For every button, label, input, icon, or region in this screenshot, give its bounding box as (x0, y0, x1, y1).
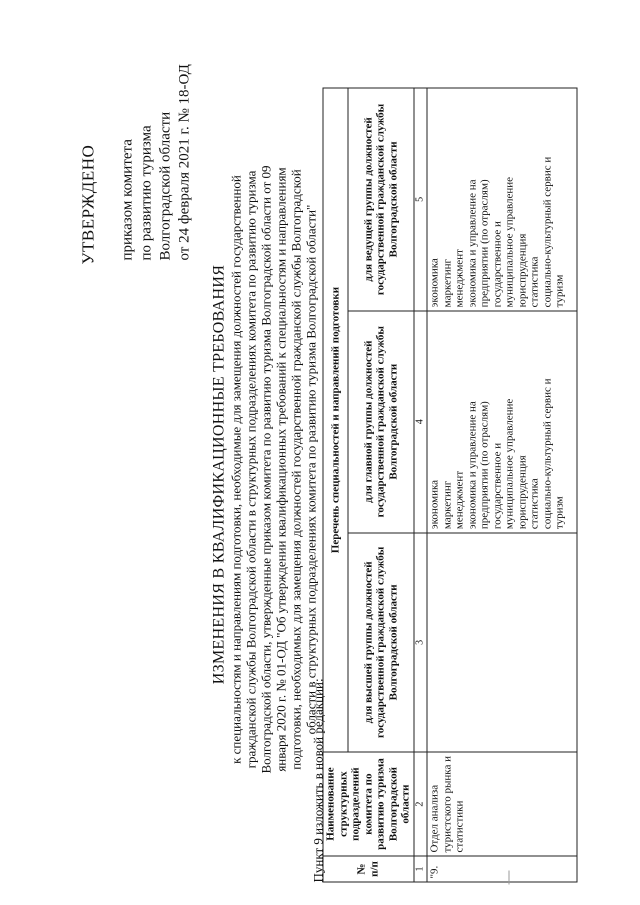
order-line: от 24 февраля 2021 г. № 18-ОД (176, 64, 193, 261)
list-item: туризм (553, 274, 566, 308)
row-number: "9. (427, 856, 577, 882)
row-main-group (427, 311, 577, 533)
subtitle-line: к специальностям и направлениям подготовки, необходимые для замещения должностей государственной (228, 175, 244, 764)
list-item: экономика и управление на (466, 179, 478, 308)
column-number: 1 (414, 856, 428, 882)
list-item: экономика (428, 479, 441, 530)
header-name: Наименование структурных подразделений комитета по развитию туризма Волгоградской области (323, 752, 414, 856)
column-number: 3 (414, 533, 428, 753)
column-number: 5 (414, 88, 428, 311)
document-subtitle (229, 85, 319, 855)
list-item: маркетинг (441, 258, 453, 308)
order-line: приказом комитета (119, 139, 136, 261)
header-main: для главной группы должностей государственной гражданской службы Волгоградской области (348, 311, 413, 533)
row-department: Отдел анализа туристского рынка и статистики (427, 752, 577, 856)
table-row (427, 88, 577, 882)
subtitle-line: января 2020 г. № 01-ОД "Об утверждении квалификационных требований к специальностям и направлениям (273, 167, 289, 772)
list-item: муниципальное управление (503, 176, 516, 308)
header-highest: для высшей группы должностей государственной гражданской службы Волгоградской области (348, 533, 413, 753)
header-no: № п/п (323, 856, 414, 882)
list-item: экономика и управление на (466, 401, 478, 530)
rotated-sheet (1, 0, 640, 905)
subtitle-line: гражданской службы Волгоградской области в структурных подразделениях комитета по развитию туризма (243, 170, 259, 769)
column-number: 2 (414, 752, 428, 856)
document-title: ИЗМЕНЕНИЯ В КВАЛИФИКАЦИОННЫЕ ТРЕБОВАНИЯ (210, 264, 228, 685)
list-item: юриспруденция (516, 455, 528, 530)
header-group: Перечень специальностей и направлений подготовки (323, 88, 348, 752)
list-item: статистика (528, 478, 541, 530)
subtitle-line: подготовки, необходимых для замещения должностей государственной гражданской службы Волгоградской (288, 169, 304, 770)
list-item: статистика (528, 256, 541, 308)
list-item: государственное и (491, 442, 503, 530)
approved-stamp: УТВЕРЖДЕНО (78, 144, 98, 265)
list-item: туризм (553, 496, 566, 530)
list-item: менеджмент (453, 249, 466, 308)
column-number: 4 (414, 311, 428, 533)
column-number-row (414, 88, 428, 882)
list-item: менеджмент (453, 470, 466, 530)
list-item: юриспруденция (516, 233, 528, 308)
margin-mark (509, 871, 510, 885)
requirements-table (323, 88, 578, 883)
approval-order-block (119, 11, 195, 261)
list-item: предприятии (по отраслям) (478, 401, 491, 530)
order-line: Волгоградской области (157, 111, 174, 261)
list-item: муниципальное управление (503, 398, 516, 530)
intro-text: Пункт 9 изложить в новой редакции: (310, 678, 326, 883)
list-item: социально-культурный сервис и (541, 378, 553, 530)
subtitle-line: области в структурных подразделениях комитета по развитию туризма Волгоградской области" (303, 204, 319, 735)
list-item: социально-культурный сервис и (541, 156, 553, 308)
row-leading-group (427, 88, 577, 311)
list-item: предприятии (по отраслям) (478, 179, 491, 308)
order-line: по развитию туризма (138, 125, 155, 261)
header-leading: для ведущей группы должностей государственной гражданской службы Волгоградской области (348, 88, 413, 311)
list-item: маркетинг (441, 480, 453, 530)
list-item: экономика (428, 258, 441, 308)
subtitle-line: Волгоградской области, утвержденные приказом комитета по развитию туризма Волгоградской области от 09 (258, 165, 274, 774)
row-highest-group (427, 533, 577, 753)
list-item: государственное и (491, 221, 503, 308)
